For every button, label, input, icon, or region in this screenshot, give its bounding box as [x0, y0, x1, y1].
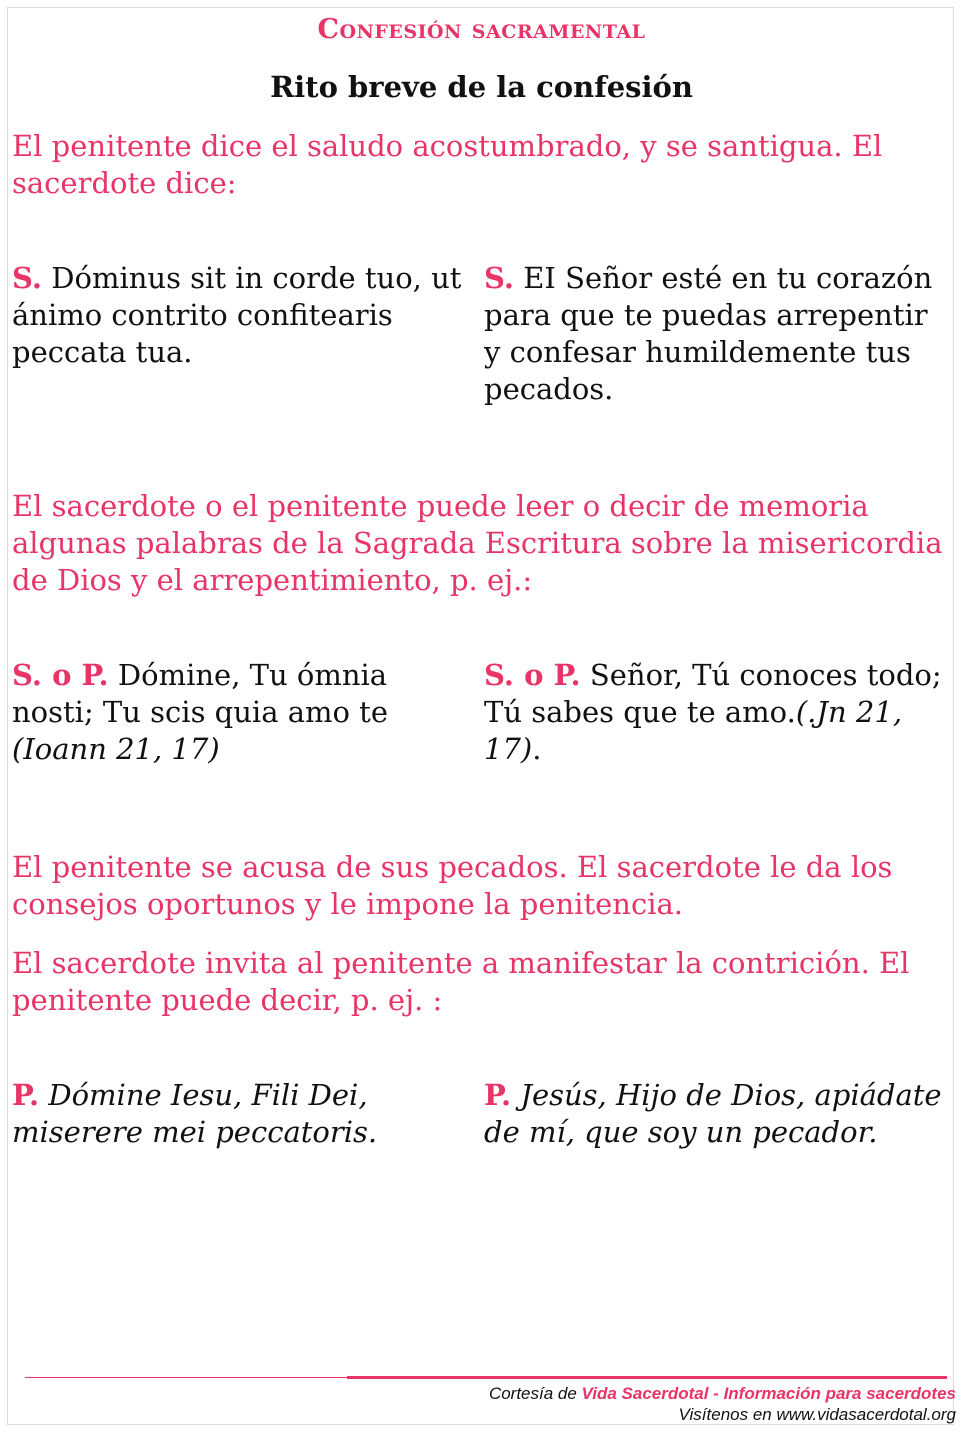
- footer-brand-link[interactable]: Vida Sacerdotal - Información para sacerdotes: [581, 1384, 956, 1403]
- spanish-contrition-text: Jesús, Hijo de Dios, apiádate de mí, que soy un pecador.: [484, 1078, 942, 1149]
- speaker-sigla: S. o P.: [484, 658, 581, 692]
- footer-prefix: Cortesía de: [488, 1384, 582, 1403]
- spanish-scripture-reference: (.Jn 21, 17): [484, 695, 903, 766]
- rubric-scripture: El sacerdote o el penitente puede leer o decir de memoria algunas palabras de la Sagrada Escritura sobre la misericordia de Dios y el arrepentimiento, p. ej.:: [12, 489, 943, 597]
- spanish-scripture: [484, 657, 944, 768]
- latin-scripture-text: Dómine, Tu ómnia nosti; Tu scis quia amo te: [12, 658, 388, 729]
- footer-website-line[interactable]: Visítenos en www.vidasacerdotal.org: [678, 1405, 956, 1424]
- latin-contrition-text: Dómine Iesu, Fili Dei, miserere mei peccatoris.: [12, 1078, 378, 1149]
- latin-greeting: [12, 260, 467, 371]
- spanish-contrition: [484, 1077, 944, 1151]
- footer-divider-thick: [347, 1376, 947, 1379]
- footer-divider-thin: [25, 1377, 347, 1378]
- spanish-greeting: [484, 260, 944, 408]
- speaker-sigla: P.: [12, 1078, 40, 1112]
- speaker-sigla: S.: [484, 261, 515, 295]
- spanish-scripture-end: .: [532, 732, 542, 766]
- speaker-sigla: S. o P.: [12, 658, 109, 692]
- latin-contrition: [12, 1077, 467, 1151]
- section-header: Confesión sacramental: [317, 14, 646, 45]
- spanish-scripture-text: Señor, Tú conoces todo; Tú sabes que te amo.: [484, 658, 942, 729]
- latin-scripture-reference: (Ioann 21, 17): [12, 732, 220, 766]
- page-title: Rito breve de la confesión: [270, 70, 693, 104]
- footer-credit: [489, 1383, 956, 1425]
- speaker-sigla: P.: [484, 1078, 512, 1112]
- rubric-greeting: El penitente dice el saludo acostumbrado, y se santigua. El sacerdote dice:: [12, 129, 883, 200]
- speaker-sigla: S.: [12, 261, 43, 295]
- rubric-contrition: El sacerdote invita al penitente a manifestar la contrición. El penitente puede decir, p. ej. :: [12, 946, 910, 1017]
- footer-credit-line: [489, 1383, 956, 1404]
- latin-scripture: [12, 657, 467, 768]
- rubric-confession: El penitente se acusa de sus pecados. El sacerdote le da los consejos oportunos y le impone la penitencia.: [12, 850, 893, 921]
- latin-greeting-text: Dóminus sit in corde tuo, ut ánimo contrito confitearis peccata tua.: [12, 261, 462, 369]
- spanish-greeting-text: EI Señor esté en tu corazón para que te puedas arrepentir y confesar humildemente tus pecados.: [484, 261, 933, 406]
